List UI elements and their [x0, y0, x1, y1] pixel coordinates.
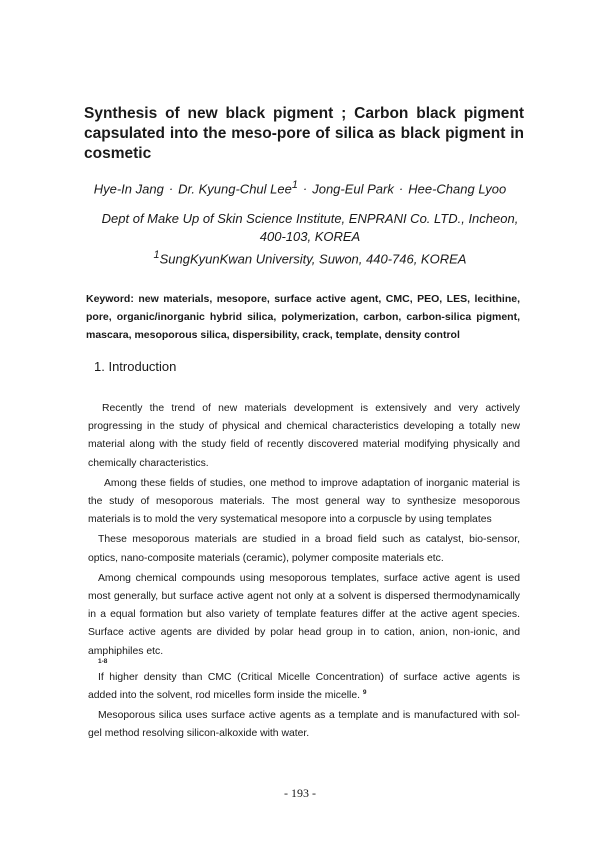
author-name: Dr. Kyung-Chul Lee: [178, 181, 292, 197]
section-heading: 1. Introduction: [94, 359, 177, 374]
paragraph: Among chemical compounds using mesoporous templates, surface active agent is used most generally, but surface active agent not only at a solvent is dispersed thermodynamically in a equal formation but also variety of template features differ at the active agent species. Surface active agents are divided by polar head group in to cation, anion, non-ionic, and amphiphiles etc. 1-8: [88, 572, 520, 665]
citation-ref: 1-8: [98, 657, 108, 665]
author-name: Hee-Chang Lyoo: [408, 181, 507, 197]
citation-ref: 9: [362, 689, 367, 697]
paragraph: Mesoporous silica uses surface active agents as a template and is manufactured with sol-gel method resolving silicon-alkoxide with water.: [88, 710, 520, 740]
paragraph: If higher density than CMC (Critical Micelle Concentration) of surface active agents is added into the solvent, rod micelles form inside the micelle. $^9$: [88, 671, 520, 702]
affiliation-mark: 1: [291, 179, 298, 191]
paper-title: Synthesis of new black pigment ; Carbon black pigment capsulated into the meso-pore of silica as black pigment in cosmetic: [84, 105, 524, 162]
author-separator: ·: [398, 181, 404, 197]
paragraph: Among these fields of studies, one method to improve adaptation of inorganic material is the study of mesoporous materials. The most general way to synthesize mesoporous materials is to mold the very systematical mesopore into a corpuscle by using templates: [88, 477, 520, 526]
author-name: Hye-In Jang: [93, 181, 164, 197]
keyword-label: Keyword:: [86, 293, 134, 305]
body-text: [88, 400, 520, 746]
affiliation-line: Dept of Make Up of Skin Science Institute, ENPRANI Co. LTD., Incheon,: [101, 211, 519, 226]
keyword-text: new materials, mesopore, surface active agent, CMC, PEO, LES, lecithine, pore, organic/inorganic hybrid silica, polymerization, carbon, carbon-silica pigment, mascara, mesoporous silica, dispersibility, crack, template, density control: [86, 293, 520, 341]
affiliation-line: 400-103, KOREA: [259, 229, 361, 244]
author-separator: ·: [302, 181, 308, 197]
affiliations: [90, 210, 530, 268]
author-separator: ·: [168, 181, 174, 197]
affiliation-mark: 1: [153, 249, 160, 261]
author-name: Jong-Eul Park: [312, 181, 394, 197]
paragraph: These mesoporous materials are studied in a broad field such as catalyst, bio-sensor, optics, nano-composite materials (ceramic), polymer composite materials etc.: [88, 534, 520, 564]
author-list: [0, 176, 600, 198]
affiliation-line: $^1$SungKyunKwan University, Suwon, 440-746, KOREA: [153, 249, 467, 267]
paragraph: Recently the trend of new materials development is extensively and very actively progressing in the study of physical and chemical characteristics developing a totally new material along with the study field of recently discovered material modifying physically and chemically characteristics.: [88, 403, 520, 469]
keyword-block: [86, 290, 520, 344]
page-number: - 193 -: [284, 786, 316, 800]
